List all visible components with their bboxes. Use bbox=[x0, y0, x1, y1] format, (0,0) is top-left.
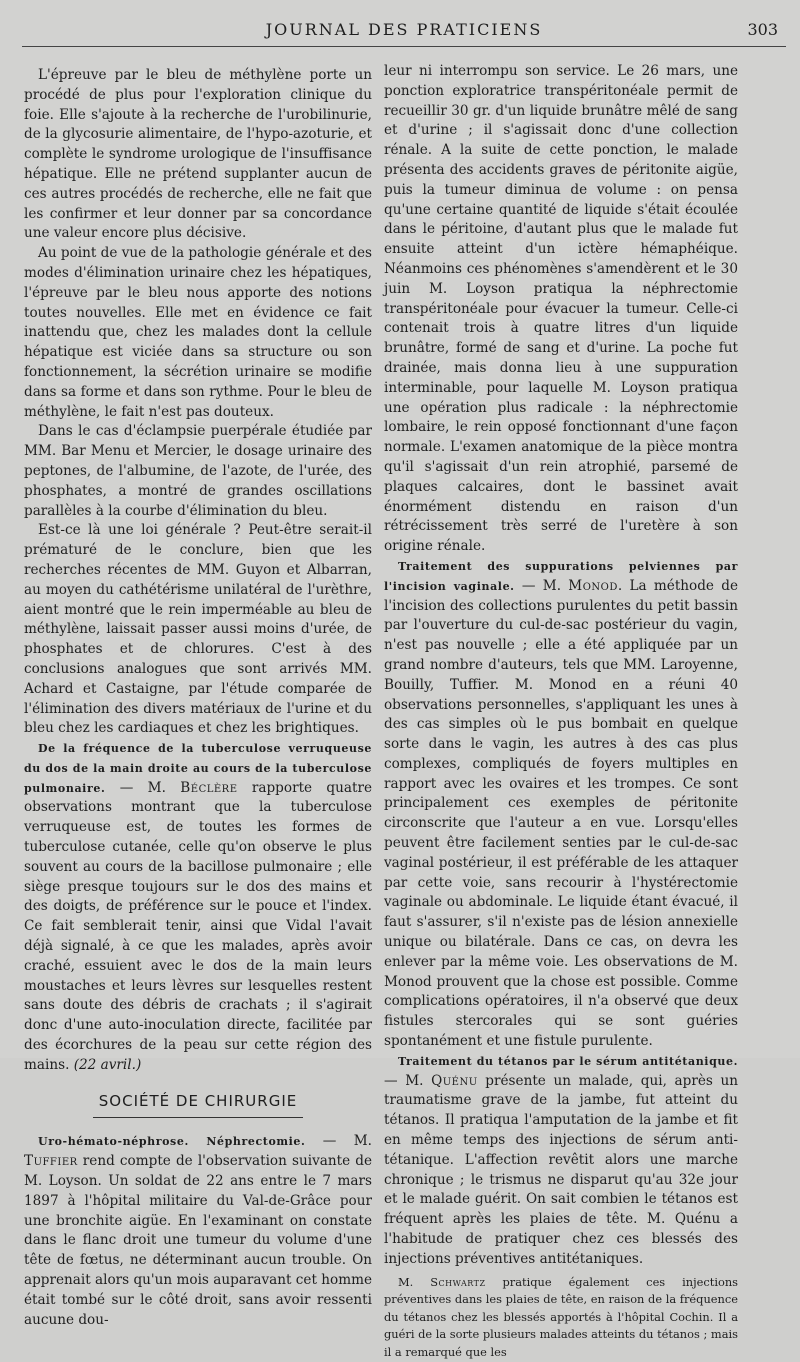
author-name: Quénu bbox=[431, 1072, 478, 1089]
dash: — M. bbox=[105, 779, 181, 796]
text: présente un malade, qui, après un traumatisme grave de la jambe, fut atteint du tétanos. Il pratiqua l'amputation de la jambe et fit en même temps des injections de sérum anti-tétanique. L'affection revêtit alors une marche chronique ; le trismus ne disparut qu'au 32e jour et le malade guérit. On sait combien le tétanos est fréquent après les plaies de tête. M. Quénu a l'habitude de pratiquer chez ces blessés des injections préventives antitétaniques. bbox=[384, 1072, 738, 1267]
running-header bbox=[22, 20, 786, 42]
paragraph bbox=[24, 739, 372, 1076]
author-name: Monod bbox=[568, 577, 618, 594]
section-rule bbox=[93, 1117, 303, 1118]
date-note: (22 avril.) bbox=[73, 1056, 142, 1073]
section-title: SOCIÉTÉ DE CHIRURGIE bbox=[98, 1091, 298, 1110]
journal-title: JOURNAL DES PRATICIENS bbox=[265, 20, 543, 39]
text: pratique également ces injections préventives dans les plaies de tête, en raison de la fréquence du tétanos chez les blessés apportés à l'hôpital Cochin. Il a guéri de la sorte plusieurs malades atteints du tétanos ; mais il a remarqué que les bbox=[384, 1274, 739, 1359]
text: . La méthode de l'incision des collections purulentes du petit bassin par l'ouverture du cul-de-sac postérieur du vagin, n'est pas nouvelle ; elle a été appliquée par un grand nombre d'auteurs, tels que MM. Laroyenne, Bouilly, Tuffier. M. Monod en a réuni 40 observations personnelles, s'appliquant les unes à des cas simples où le pus bombait en quelque sorte dans le vagin, les autres à des cas plus complexes, compliqués de foyers multiples en rapport avec les ovaires et les trompes. Ce sont principalement ces exemples de péritonite circonscrite que l'auteur a en vue. Lorsqu'elles peuvent être facilement senties par le cul-de-sac vaginal postérieur, il est préférable de les attaquer par cette voie, sans recourir à l'hystérectomie vaginale ou abdominale. Le liquide étant évacué, il faut s'assurer, s'il n'existe pas de lésion annexielle unique ou bilatérale. Dans ce cas, on devra les enlever par la même voie. Les observations de M. Monod prouvent que la chose est possible. Comme complications opératoires, il n'a observé que deux fistules stercorales qui se sont guéries spontanément et une fistule purulente. bbox=[384, 577, 739, 1050]
right-column bbox=[384, 62, 738, 1362]
page-number: 303 bbox=[747, 20, 778, 39]
paragraph bbox=[24, 1132, 372, 1330]
paragraph bbox=[384, 1274, 738, 1362]
dash: — M. bbox=[384, 1072, 432, 1089]
dash: — M. bbox=[305, 1133, 373, 1150]
paragraph: Au point de vue de la pathologie générale et des modes d'élimination urinaire chez les hépatiques, l'épreuve par le bleu nous apporte des notions toutes nouvelles. Elle met en évidence ce fait inattendu que, chez les malades dont la cellule hépatique est viciée dans sa structure ou son fonctionnement, la sécrétion urinaire se modifie dans sa forme et dans son rythme. Pour le bleu de méthylène, le fait n'est pas douteux. bbox=[24, 245, 372, 420]
text: rapporte quatre observations montrant que la tuberculose verruqueuse est, de toutes les formes de tuberculose cutanée, celle qu'on observe le plus souvent au cours de la bacillose pulmonaire ; elle siège presque toujours sur le dos des mains et des doigts, de préférence sur le pouce et l'index. Ce fait semblerait tenir, ainsi que Vidal l'avait déjà signalé, à ce que les malades, après avoir craché, essuient avec le dos de la main leurs moustaches et leurs lèvres sur lesquelles restent sans doute des débris de crachats ; il s'agirait donc d'une auto-inoculation directe, facilitée par des écorchures de la peau sur cette région des mains. bbox=[24, 779, 372, 1073]
dash: — M. bbox=[514, 577, 569, 594]
paragraph: Dans le cas d'éclampsie puerpérale étudiée par MM. Bar Menu et Mercier, le dosage urinaire des peptones, de l'albumine, de l'azote, de l'urée, des phosphates, a montré de grandes oscillations parallèles à la courbe d'élimination du bleu. bbox=[24, 423, 372, 519]
left-column bbox=[24, 66, 372, 1330]
paragraph: Est-ce là une loi générale ? Peut-être serait-il prématuré de le conclure, bien que les recherches récentes de MM. Guyon et Albarran, au moyen du cathétérisme unilatéral de l'urèthre, aient montré que le rein imperméable au bleu de méthylène, laissait passer aussi moins d'urée, de phosphates et de chlorures. C'est à des conclusions analogues que sont arrivés MM. Achard et Castaigne, par l'étude comparée de l'élimination des divers matériaux de l'urine et du bleu chez les cardiaques et chez les brightiques. bbox=[24, 522, 372, 737]
rubric-heading: Traitement des suppurations pelviennes par l'incision vaginale. bbox=[384, 559, 738, 593]
text: M. bbox=[398, 1274, 431, 1289]
paragraph: leur ni interrompu son service. Le 26 mars, une ponction exploratrice transpéritonéale permit de recueillir 30 gr. d'un liquide brunâtre mêlé de sang et d'urine ; il s'agissait donc d'une collection rénale. A la suite de cette ponction, le malade présenta des accidents graves de péritonite aigüe, puis la tumeur diminua de volume : on pensa qu'une certaine quantité de liquide s'était écoulée dans le péritoine, d'autant plus que le malade fut ensuite atteint d'un ictère hémaphéique. Néanmoins ces phénomènes s'amendèrent et le 30 juin M. Loyson pratiqua la néphrectomie transpéritonéale pour évacuer la tumeur. Celle-ci contenait trois à quatre litres d'un liquide brunâtre, formé de sang et d'urine. La poche fut drainée, mais donna lieu à une suppuration interminable, pour laquelle M. Loyson pratiqua une opération plus radicale : la néphrectomie lombaire, le rein opposé fonctionnant d'une façon normale. L'examen anatomique de la pièce montra qu'il s'agissait d'un rein atrophié, parsemé de plaques calcaires, dont le bassinet avait énormément distendu en raison d'un rétrécissement très serré de l'uretère à son origine rénale. bbox=[384, 63, 738, 555]
author-name: Tuffier bbox=[24, 1153, 78, 1170]
header-rule bbox=[22, 46, 786, 47]
text: rend compte de l'observation suivante de M. Loyson. Un soldat de 22 ans entre le 7 mars 1897 à l'hôpital militaire du Val-de-Grâce pour une bronchite aigüe. En l'examinant on constate dans le flanc droit une tumeur du volume d'une tête de fœtus, ne déterminant aucun trouble. On apprenait alors qu'un mois auparavant cet homme était tombé sur le côté droit, sans avoir ressenti aucune dou- bbox=[24, 1153, 373, 1328]
paragraph bbox=[384, 557, 738, 1052]
paragraph: L'épreuve par le bleu de méthylène porte un procédé de plus pour l'exploration clinique du foie. Elle s'ajoute à la recherche de l'urobilinurie, de la glycosurie alimentaire, de l'hypo-azoturie, et complète le syndrome urologique de l'insuffisance hépatique. Elle ne prétend supplanter aucun de ces autres procédés de recherche, elle ne fait que les confirmer et leur donner par sa concordance une valeur encore plus décisive. bbox=[24, 67, 372, 242]
rubric-heading: Traitement du tétanos par le sérum antitétanique. bbox=[398, 1054, 738, 1068]
rubric-heading: De la fréquence de la tuberculose verruqueuse du dos de la main droite au cours de la tuberculose pulmonaire. bbox=[24, 742, 372, 795]
paragraph bbox=[384, 1052, 738, 1270]
rubric-heading: Uro-hémato-néphrose. Néphrectomie. bbox=[38, 1135, 306, 1149]
author-name: Schwartz bbox=[430, 1274, 486, 1289]
author-name: Béclère bbox=[180, 779, 238, 796]
